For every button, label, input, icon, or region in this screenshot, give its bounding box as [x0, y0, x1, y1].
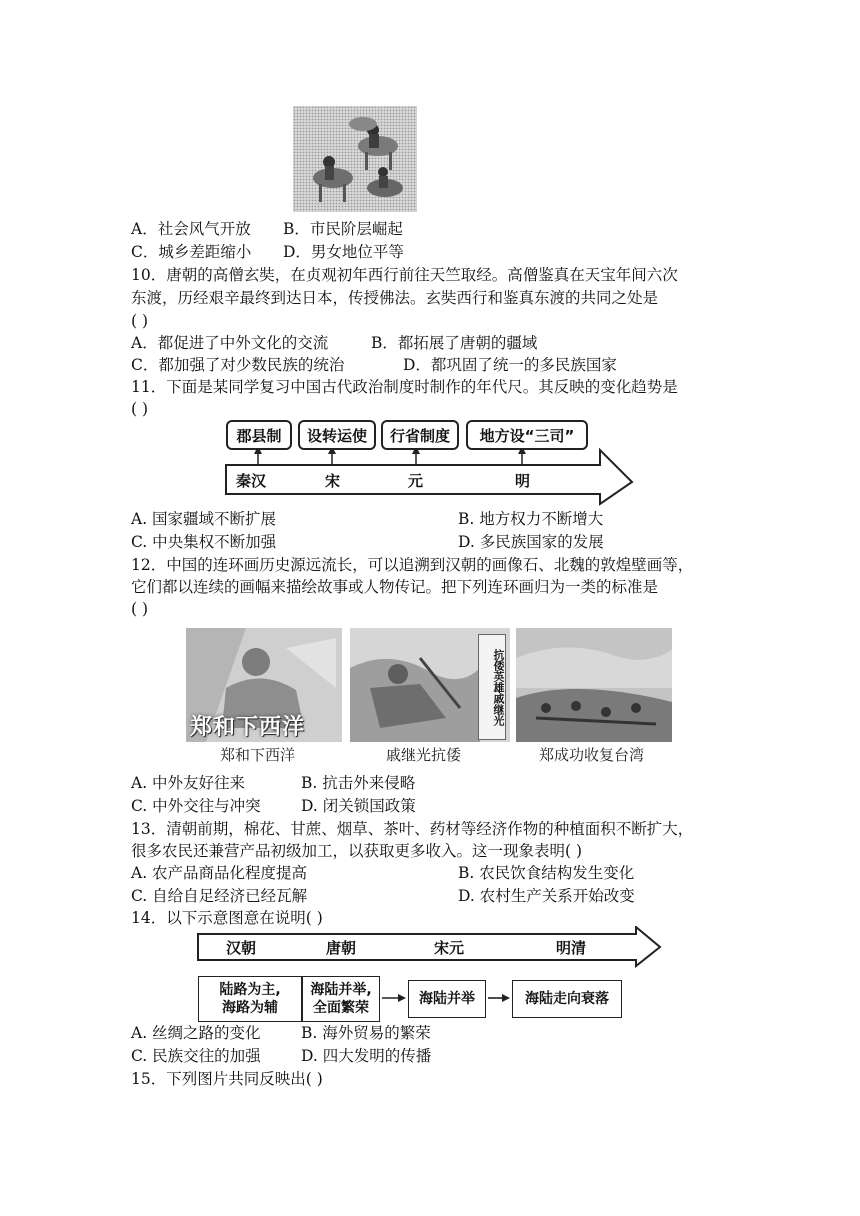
- q14-maritime-trade-diagram: [196, 926, 662, 1024]
- q12-option-a: A. 中外友好往来: [131, 774, 246, 792]
- qijiguang-vertical-title: 抗倭英雄戚继光: [478, 634, 506, 740]
- q11-era-ming: 明: [515, 472, 531, 490]
- q9-option-d: D．男女地位平等: [283, 243, 404, 261]
- q11-era-yuan: 元: [408, 472, 424, 490]
- q10-option-b: B．都拓展了唐朝的疆域: [371, 334, 538, 352]
- q11-box-xingsheng: 行省制度: [381, 420, 459, 450]
- q14-box-land-main: 陆路为主, 海路为辅: [198, 976, 302, 1022]
- q14-stem-line1: 14．以下示意图意在说明( ): [131, 909, 323, 927]
- zhenghe-title-overlay: 郑和下西洋: [190, 715, 306, 740]
- q12-stem-line1: 12．中国的连环画历史源远流长，可以追溯到汉朝的画像石、北魏的敦煌壁画等，: [131, 556, 694, 574]
- q13-stem-line1: 13．清朝前期，棉花、甘蔗、烟草、茶叶、药材等经济作物的种植面积不断扩大，: [131, 820, 694, 838]
- q11-box-junxian: 郡县制: [226, 420, 292, 450]
- q11-era-qinhan: 秦汉: [236, 472, 267, 490]
- q13-option-b: B. 农民饮食结构发生变化: [458, 864, 635, 882]
- zhengchenggong-comic-image: [516, 628, 672, 742]
- q11-option-c: C. 中央集权不断加强: [131, 533, 277, 551]
- q12-stem-line2: 它们都以连续的画幅来描绘故事或人物传记。把下列连环画归为一类的标准是: [131, 578, 659, 596]
- q11-stem-line1: 11．下面是某同学复习中国古代政治制度时制作的年代尺。其反映的变化趋势是: [131, 378, 678, 396]
- q9-option-b: B．市民阶层崛起: [283, 220, 403, 238]
- caption-zhenghe: 郑和下西洋: [220, 746, 296, 764]
- q11-answer-bracket: ( ): [131, 400, 149, 418]
- q11-era-song: 宋: [325, 472, 341, 490]
- caption-qijiguang: 戚继光抗倭: [386, 746, 462, 764]
- q14-option-c: C. 民族交往的加强: [131, 1047, 261, 1065]
- q14-era-han: 汉朝: [226, 939, 257, 957]
- q11-option-d: D. 多民族国家的发展: [458, 533, 604, 551]
- q13-option-d: D. 农村生产关系开始改变: [458, 887, 635, 905]
- q15-stem-line1: 15．下列图片共同反映出( ): [131, 1070, 323, 1088]
- q14-box-land-sea-prosper: 海陆并举, 全面繁荣: [302, 976, 380, 1022]
- zhenghe-voyage-comic-image: [186, 628, 342, 742]
- q13-stem-line2: 很多农民还兼营产品初级加工，以获取更多收入。这一现象表明( ): [131, 842, 583, 860]
- q12-option-c: C. 中外交往与冲突: [131, 797, 261, 815]
- q14-box-decline: 海陆走向衰落: [512, 980, 622, 1018]
- q10-stem-line2: 东渡，历经艰辛最终到达日本，传授佛法。玄奘西行和鉴真东渡的共同之处是: [131, 289, 659, 307]
- q9-option-c: C．城乡差距缩小: [131, 243, 252, 261]
- q14-era-mingqing: 明清: [556, 939, 587, 957]
- q10-option-c: C．都加强了对少数民族的统治: [131, 356, 345, 374]
- q10-option-d: D．都巩固了统一的多民族国家: [403, 356, 617, 374]
- q14-option-a: A. 丝绸之路的变化: [131, 1024, 261, 1042]
- caption-zhengchenggong: 郑成功收复台湾: [539, 746, 645, 764]
- q10-option-a: A．都促进了中外文化的交流: [131, 334, 329, 352]
- q9-option-a: A．社会风气开放: [131, 220, 251, 238]
- q13-option-a: A. 农产品商品化程度提高: [131, 864, 308, 882]
- q10-stem-line1: 10．唐朝的高僧玄奘，在贞观初年西行前往天竺取经。高僧鉴真在天宝年间六次: [131, 266, 678, 284]
- q12-option-d: D. 闭关锁国政策: [301, 797, 416, 815]
- q10-answer-bracket: ( ): [131, 312, 149, 330]
- q12-option-b: B. 抗击外来侵略: [301, 774, 416, 792]
- qijiguang-comic-image: [350, 628, 510, 742]
- tang-horse-riders-painting: [293, 106, 417, 212]
- q14-era-tang: 唐朝: [326, 939, 357, 957]
- q14-option-d: D. 四大发明的传播: [301, 1047, 432, 1065]
- q11-option-b: B. 地方权力不断增大: [458, 510, 604, 528]
- q14-option-b: B. 海外贸易的繁荣: [301, 1024, 431, 1042]
- q13-option-c: C. 自给自足经济已经瓦解: [131, 887, 308, 905]
- q12-answer-bracket: ( ): [131, 600, 149, 618]
- q11-option-a: A. 国家疆域不断扩展: [131, 510, 277, 528]
- q11-timeline-diagram: [224, 418, 636, 510]
- q11-box-sansi: 地方设“三司”: [466, 420, 588, 450]
- q11-box-zhuanyunshi: 设转运使: [298, 420, 376, 450]
- q14-box-land-sea: 海陆并举: [408, 980, 486, 1018]
- q14-era-songyuan: 宋元: [434, 939, 465, 957]
